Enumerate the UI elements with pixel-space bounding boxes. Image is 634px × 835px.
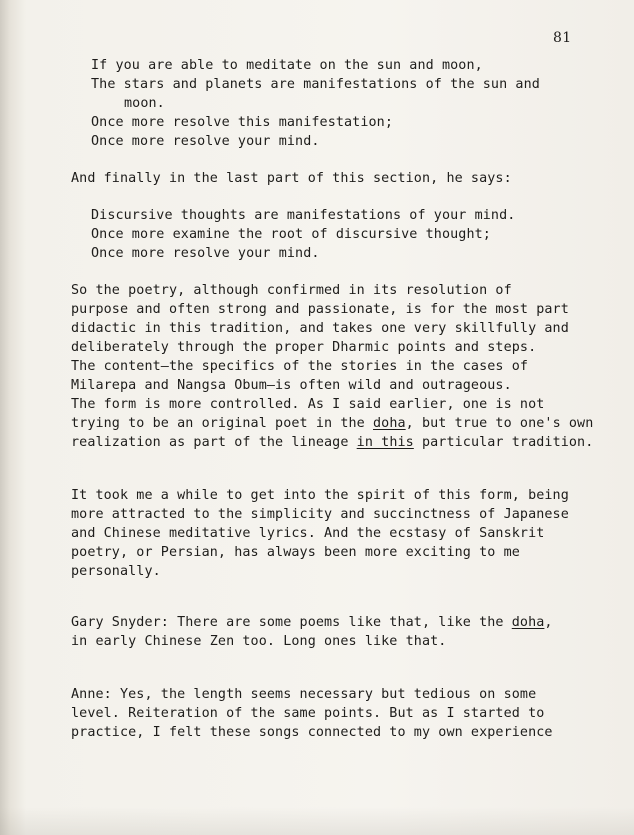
paragraph-line: didactic in this tradition, and takes one very skillfully and <box>71 321 569 336</box>
paragraph-line: And finally in the last part of this section, he says: <box>71 171 512 186</box>
paragraph-line: It took me a while to get into the spirit of this form, being <box>71 488 569 503</box>
paragraph-line: The form is more controlled. As I said earlier, one is not <box>71 397 545 412</box>
page-body <box>71 56 594 742</box>
verse-line: If you are able to meditate on the sun and moon, <box>91 58 483 73</box>
verse-line: Once more resolve this manifestation; <box>91 115 393 130</box>
dialogue-gary-snyder <box>71 613 571 651</box>
paragraph-line <box>71 613 571 632</box>
page-number: 81 <box>553 30 572 46</box>
paragraph-line: personally. <box>71 564 161 579</box>
text-run: particular tradition. <box>413 435 594 450</box>
text-run: , but true to one's own <box>405 416 594 431</box>
underlined-term: doha <box>511 615 545 630</box>
paragraph-line: Anne: Yes, the length seems necessary but tedious on some <box>71 687 537 702</box>
verse-quote-2 <box>71 206 571 263</box>
dialogue-anne <box>71 685 571 742</box>
paragraph-line: So the poetry, although confirmed in its resolution of <box>71 283 512 298</box>
paragraph-line <box>71 433 594 452</box>
underlined-term: in this <box>356 435 414 450</box>
verse-line: The stars and planets are manifestations of the sun and <box>91 77 540 92</box>
verse-line: Discursive thoughts are manifestations of your mind. <box>91 208 516 223</box>
verse-quote-1 <box>71 56 571 151</box>
paragraph-line: and Chinese meditative lyrics. And the ecstasy of Sanskrit <box>71 526 545 541</box>
verse-line: Once more examine the root of discursive thought; <box>91 227 491 242</box>
paragraph-line: in early Chinese Zen too. Long ones like that. <box>71 634 447 649</box>
text-run: trying to be an original poet in the <box>71 416 373 431</box>
paragraph-line: purpose and often strong and passionate, is for the most part <box>71 302 569 317</box>
page-edge-shadow <box>0 807 634 835</box>
underlined-term: doha <box>373 416 406 431</box>
paragraph-line: deliberately through the proper Dharmic points and steps. <box>71 340 537 355</box>
main-paragraph <box>71 281 594 452</box>
intro-paragraph <box>71 169 571 188</box>
paragraph-line: The content—the specifics of the stories in the cases of <box>71 359 529 374</box>
verse-line: moon. <box>124 96 165 111</box>
verse-line: Once more resolve your mind. <box>91 246 320 261</box>
verse-line: Once more resolve your mind. <box>91 134 320 149</box>
paragraph-line: poetry, or Persian, has always been more exciting to me <box>71 545 520 560</box>
paragraph-line: Milarepa and Nangsa Obum—is often wild and outrageous. <box>71 378 512 393</box>
paragraph-line: more attracted to the simplicity and succinctness of Japanese <box>71 507 569 522</box>
paragraph-line: level. Reiteration of the same points. But as I started to <box>71 706 545 721</box>
text-run: Gary Snyder: There are some poems like that, like the <box>71 615 512 630</box>
text-run: , <box>544 615 553 630</box>
text-run: realization as part of the lineage <box>71 435 357 450</box>
paragraph-line: practice, I felt these songs connected to my own experience <box>71 725 553 740</box>
paragraph-line <box>71 414 594 433</box>
paragraph-form <box>71 486 571 581</box>
